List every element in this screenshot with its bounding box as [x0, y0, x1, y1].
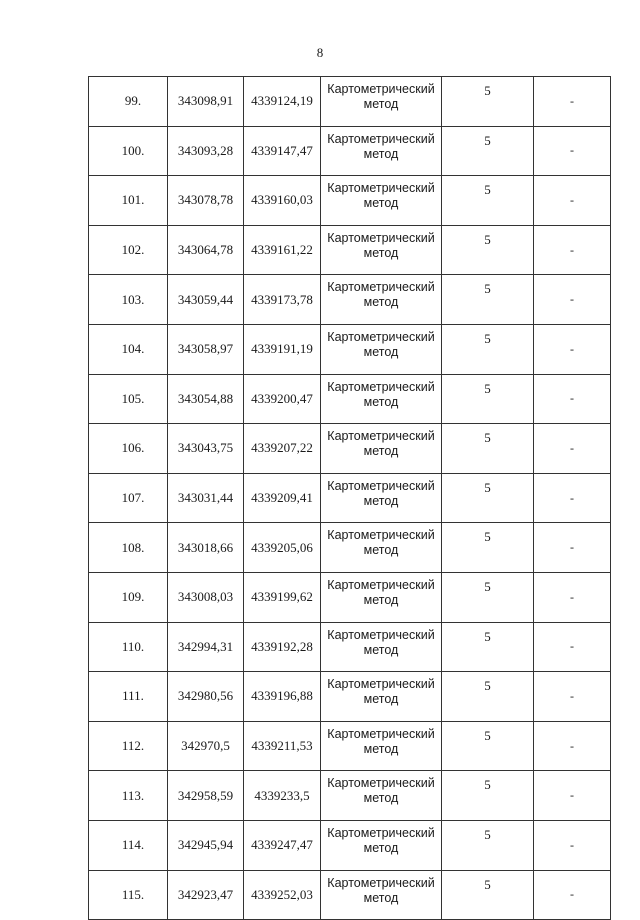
point-number-cell: 114.: [89, 820, 168, 870]
coordinates-table-body: [89, 77, 611, 920]
table-row: [89, 473, 611, 523]
x-coordinate-cell: 342923,47: [168, 870, 244, 920]
method-cell: Картометрический метод: [321, 374, 442, 424]
table-row: [89, 672, 611, 722]
y-coordinate-cell: 4339192,28: [244, 622, 321, 672]
page-number: 8: [316, 45, 324, 60]
table-row: [89, 721, 611, 771]
point-number-cell: 99.: [89, 77, 168, 127]
table-row: [89, 424, 611, 474]
method-cell: Картометрический метод: [321, 126, 442, 176]
point-number-cell: 109.: [89, 572, 168, 622]
coordinates-table: [88, 76, 611, 920]
y-coordinate-cell: 4339207,22: [244, 424, 321, 474]
y-coordinate-cell: 4339252,03: [244, 870, 321, 920]
method-cell: Картометрический метод: [321, 820, 442, 870]
table-row: [89, 126, 611, 176]
note-cell: -: [534, 672, 611, 722]
table-row: [89, 771, 611, 821]
x-coordinate-cell: 343054,88: [168, 374, 244, 424]
x-coordinate-cell: 342945,94: [168, 820, 244, 870]
accuracy-cell: 5: [442, 77, 534, 127]
table-row: [89, 176, 611, 226]
point-number-cell: 107.: [89, 473, 168, 523]
point-number-cell: 106.: [89, 424, 168, 474]
method-cell: Картометрический метод: [321, 473, 442, 523]
note-cell: -: [534, 622, 611, 672]
x-coordinate-cell: 343043,75: [168, 424, 244, 474]
y-coordinate-cell: 4339160,03: [244, 176, 321, 226]
x-coordinate-cell: 343098,91: [168, 77, 244, 127]
accuracy-cell: 5: [442, 820, 534, 870]
y-coordinate-cell: 4339161,22: [244, 225, 321, 275]
y-coordinate-cell: 4339211,53: [244, 721, 321, 771]
note-cell: -: [534, 820, 611, 870]
x-coordinate-cell: 343008,03: [168, 572, 244, 622]
method-cell: Картометрический метод: [321, 176, 442, 226]
accuracy-cell: 5: [442, 771, 534, 821]
table-row: [89, 820, 611, 870]
y-coordinate-cell: 4339247,47: [244, 820, 321, 870]
method-cell: Картометрический метод: [321, 225, 442, 275]
method-cell: Картометрический метод: [321, 870, 442, 920]
note-cell: -: [534, 572, 611, 622]
method-cell: Картометрический метод: [321, 721, 442, 771]
x-coordinate-cell: 342980,56: [168, 672, 244, 722]
y-coordinate-cell: 4339191,19: [244, 324, 321, 374]
y-coordinate-cell: 4339209,41: [244, 473, 321, 523]
accuracy-cell: 5: [442, 176, 534, 226]
table-row: [89, 77, 611, 127]
method-cell: Картометрический метод: [321, 622, 442, 672]
note-cell: -: [534, 324, 611, 374]
method-cell: Картометрический метод: [321, 324, 442, 374]
method-cell: Картометрический метод: [321, 424, 442, 474]
point-number-cell: 112.: [89, 721, 168, 771]
x-coordinate-cell: 343059,44: [168, 275, 244, 325]
note-cell: -: [534, 126, 611, 176]
method-cell: Картометрический метод: [321, 771, 442, 821]
table-row: [89, 572, 611, 622]
point-number-cell: 100.: [89, 126, 168, 176]
accuracy-cell: 5: [442, 374, 534, 424]
point-number-cell: 113.: [89, 771, 168, 821]
x-coordinate-cell: 343078,78: [168, 176, 244, 226]
y-coordinate-cell: 4339205,06: [244, 523, 321, 573]
accuracy-cell: 5: [442, 324, 534, 374]
accuracy-cell: 5: [442, 672, 534, 722]
note-cell: -: [534, 771, 611, 821]
note-cell: -: [534, 473, 611, 523]
note-cell: -: [534, 225, 611, 275]
y-coordinate-cell: 4339200,47: [244, 374, 321, 424]
accuracy-cell: 5: [442, 622, 534, 672]
y-coordinate-cell: 4339196,88: [244, 672, 321, 722]
y-coordinate-cell: 4339199,62: [244, 572, 321, 622]
x-coordinate-cell: 343058,97: [168, 324, 244, 374]
table-row: [89, 523, 611, 573]
point-number-cell: 101.: [89, 176, 168, 226]
accuracy-cell: 5: [442, 572, 534, 622]
method-cell: Картометрический метод: [321, 275, 442, 325]
accuracy-cell: 5: [442, 126, 534, 176]
method-cell: Картометрический метод: [321, 572, 442, 622]
x-coordinate-cell: 343031,44: [168, 473, 244, 523]
accuracy-cell: 5: [442, 473, 534, 523]
point-number-cell: 104.: [89, 324, 168, 374]
method-cell: Картометрический метод: [321, 523, 442, 573]
accuracy-cell: 5: [442, 424, 534, 474]
accuracy-cell: 5: [442, 225, 534, 275]
note-cell: -: [534, 870, 611, 920]
note-cell: -: [534, 374, 611, 424]
y-coordinate-cell: 4339233,5: [244, 771, 321, 821]
note-cell: -: [534, 523, 611, 573]
x-coordinate-cell: 342958,59: [168, 771, 244, 821]
table-row: [89, 225, 611, 275]
x-coordinate-cell: 342994,31: [168, 622, 244, 672]
y-coordinate-cell: 4339147,47: [244, 126, 321, 176]
note-cell: -: [534, 424, 611, 474]
method-cell: Картометрический метод: [321, 672, 442, 722]
point-number-cell: 111.: [89, 672, 168, 722]
note-cell: -: [534, 176, 611, 226]
table-row: [89, 374, 611, 424]
method-cell: Картометрический метод: [321, 77, 442, 127]
point-number-cell: 108.: [89, 523, 168, 573]
x-coordinate-cell: 343018,66: [168, 523, 244, 573]
table-row: [89, 275, 611, 325]
table-row: [89, 324, 611, 374]
x-coordinate-cell: 342970,5: [168, 721, 244, 771]
accuracy-cell: 5: [442, 721, 534, 771]
accuracy-cell: 5: [442, 870, 534, 920]
point-number-cell: 110.: [89, 622, 168, 672]
y-coordinate-cell: 4339173,78: [244, 275, 321, 325]
note-cell: -: [534, 721, 611, 771]
point-number-cell: 102.: [89, 225, 168, 275]
point-number-cell: 115.: [89, 870, 168, 920]
point-number-cell: 105.: [89, 374, 168, 424]
x-coordinate-cell: 343093,28: [168, 126, 244, 176]
note-cell: -: [534, 275, 611, 325]
y-coordinate-cell: 4339124,19: [244, 77, 321, 127]
x-coordinate-cell: 343064,78: [168, 225, 244, 275]
table-row: [89, 870, 611, 920]
note-cell: -: [534, 77, 611, 127]
point-number-cell: 103.: [89, 275, 168, 325]
accuracy-cell: 5: [442, 523, 534, 573]
accuracy-cell: 5: [442, 275, 534, 325]
table-row: [89, 622, 611, 672]
